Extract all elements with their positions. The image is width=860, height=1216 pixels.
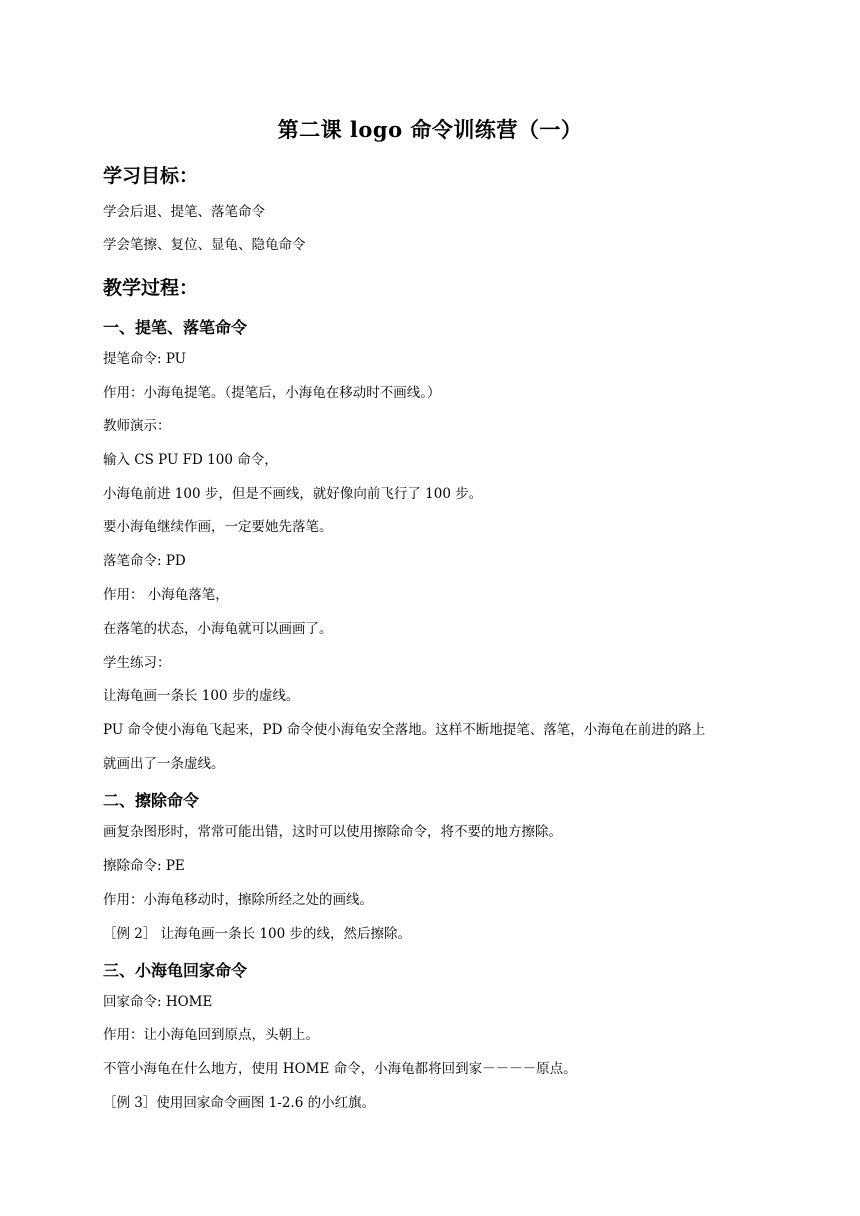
body-line: 让海龟画一条长 100 步的虚线。 <box>103 688 300 704</box>
body-line: 回家命令: HOME <box>103 994 213 1010</box>
body-line: 要小海龟继续作画，一定要她先落笔。 <box>103 519 333 535</box>
body-line: ［例 3］使用回家命令画图 1-2.6 的小红旗。 <box>103 1095 376 1111</box>
section-heading: 一、提笔、落笔命令 <box>103 318 248 337</box>
goals-heading: 学习目标： <box>103 165 199 187</box>
body-line: 小海龟前进 100 步，但是不画线，就好像向前飞行了 100 步。 <box>103 486 483 502</box>
body-line: 落笔命令: PD <box>103 553 186 569</box>
body-line: 作用：小海龟移动时，擦除所经之处的画线。 <box>103 892 373 908</box>
body-line: 输入 CS PU FD 100 命令， <box>103 452 278 468</box>
body-line: 在落笔的状态，小海龟就可以画画了。 <box>103 621 333 637</box>
section-heading: 二、擦除命令 <box>103 791 200 810</box>
body-line: ［例 2］ 让海龟画一条长 100 步的线，然后擦除。 <box>103 926 412 942</box>
body-line: 作用： 小海龟落笔， <box>103 587 229 603</box>
process-heading: 教学过程： <box>103 277 199 299</box>
body-line: 画复杂图形时，常常可能出错，这时可以使用擦除命令，将不要的地方擦除。 <box>103 824 562 840</box>
page-title: 第二课 logo 命令训练营（一） <box>277 117 583 142</box>
section-heading: 三、小海龟回家命令 <box>103 961 248 980</box>
body-line: 作用：让小海龟回到原点，头朝上。 <box>103 1027 319 1043</box>
body-line: PU 命令使小海龟飞起来，PD 命令使小海龟安全落地。这样不断地提笔、落笔，小海龟在前进的路上 <box>103 722 706 738</box>
body-line: 学生练习： <box>103 655 171 671</box>
goal-line: 学会后退、提笔、落笔命令 <box>103 204 265 220</box>
body-line: 作用：小海龟提笔。（提笔后，小海龟在移动时不画线。） <box>103 385 441 401</box>
goal-line: 学会笔擦、复位、显龟、隐龟命令 <box>103 237 306 253</box>
body-line: 擦除命令: PE <box>103 858 185 874</box>
body-line: 教师演示： <box>103 418 171 434</box>
body-line: 就画出了一条虚线。 <box>103 756 225 772</box>
body-line: 提笔命令: PU <box>103 351 187 367</box>
body-line: 不管小海龟在什么地方，使用 HOME 命令，小海龟都将回到家－－－－原点。 <box>103 1061 577 1077</box>
